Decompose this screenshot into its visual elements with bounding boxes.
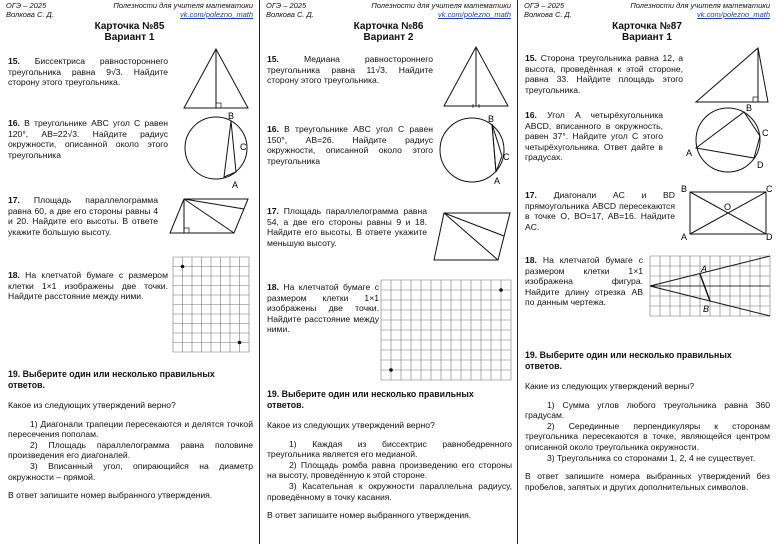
label-b: B [746, 103, 753, 113]
label-o: O [724, 202, 732, 212]
figure-segment [700, 274, 710, 301]
card-variant: Вариант 1 [104, 32, 155, 43]
statement-3: 3) Треугольника со сторонами 1, 2, 4 не существует. [547, 452, 756, 463]
label-b: B [681, 184, 688, 194]
label-a: A [232, 180, 239, 190]
vk-link[interactable]: vk.com/polezno_math [180, 9, 253, 19]
task-19 [525, 381, 770, 492]
label-d: D [757, 160, 764, 170]
task-number: 15. [525, 53, 537, 63]
task-number: 17. [267, 206, 279, 216]
label-b: B [488, 114, 495, 124]
task-19-question: Какое из следующих утверждений верно? [8, 400, 176, 410]
task-19-question: Какое из следующих утверждений верно? [267, 420, 435, 430]
task-text: Площадь параллелограмма равна 54, а две его стороны равны 9 и 18. Найдите его высоты. В ответе укажите меньшую высоту. [267, 206, 427, 248]
task-19 [8, 400, 253, 501]
card-header [524, 2, 770, 20]
exam-year: ОГЭ – 2025 [266, 1, 307, 10]
parallelogram-figure [168, 196, 256, 236]
grid-figure [379, 278, 513, 386]
card-header [266, 2, 511, 20]
card-variant: Вариант 1 [622, 32, 672, 43]
label-d: D [766, 232, 773, 242]
circumscribed-circle-figure [436, 110, 512, 192]
label-a: A [686, 148, 693, 158]
label-c: C [503, 152, 510, 162]
grid-figure [171, 255, 253, 355]
triangle-height-figure [692, 44, 772, 106]
statement-3: 3) Вписанный угол, опирающийся на диаметр окружности – прямой. [8, 460, 253, 482]
inscribed-quadrilateral-figure [678, 100, 774, 180]
task-text: На клетчатой бумаге с размером клетки 1×1 изображены две точки. Найдите расстояние между ними. [267, 282, 379, 335]
card-85 [0, 0, 259, 544]
grid-point [181, 265, 185, 269]
task-number: 16. [525, 110, 537, 120]
label-a: A [494, 176, 501, 186]
task-number: 18. [525, 255, 537, 265]
statement-3: 3) Касательная к окружности параллельна радиусу, проведённому в точку касания. [267, 480, 512, 502]
card-variant: Вариант 2 [363, 32, 414, 43]
task-19-heading: 19. Выберите один или несколько правильных ответов. [525, 350, 732, 371]
task-18 [525, 255, 643, 308]
task-15 [267, 54, 433, 86]
task-19-question: Какие из следующих утверждений верны? [525, 381, 695, 391]
task-text: На клетчатой бумаге с размером клетки 1×1 изображена фигура. Найдите длину отрезка AB по данным чертежа. [525, 255, 643, 308]
task-text: Площадь параллелограмма равна 60, а две его стороны равны 4 и 20. Найдите его высоты. В ответе укажите большую высоту. [8, 195, 158, 237]
label-c: C [766, 184, 773, 194]
task-text: В треугольнике ABC угол C равен 150°, AB=26. Найдите радиус окружности, описанной около этого треугольника [267, 124, 433, 166]
task-17 [8, 195, 158, 237]
task-19-heading: 19. Выберите один или несколько правильных ответов. [267, 389, 474, 410]
task-text: Биссектриса равностороннего треугольника равна 9√3. Найдите сторону этого треугольника. [8, 56, 168, 88]
task-16 [267, 124, 433, 166]
task-15 [525, 53, 683, 95]
author-name: Волкова С. Д. [266, 9, 314, 19]
label-b: B [703, 304, 710, 314]
grid-point [238, 341, 242, 345]
author-name: Волкова С. Д. [524, 9, 572, 19]
task-number: 17. [525, 190, 537, 200]
vk-link[interactable]: vk.com/polezno_math [438, 9, 511, 19]
label-a: A [701, 264, 708, 274]
answer-instruction: В ответ запишите номер выбранного утверждения. [8, 490, 213, 501]
tagline: Полезности для учителя математики [113, 1, 253, 10]
circumscribed-circle-figure [180, 110, 256, 190]
task-number: 15. [8, 56, 20, 66]
task-number: 16. [267, 124, 279, 134]
answer-instruction: В ответ запишите номера выбранных утверждений без пробелов, запятых и других дополнительных символов. [525, 471, 770, 492]
task-16 [8, 118, 168, 160]
rectangle-diagonals-figure [680, 184, 776, 242]
task-19 [267, 420, 512, 521]
card-86 [259, 0, 517, 544]
task-number: 17. [8, 195, 20, 205]
grid-segment-figure [648, 254, 774, 324]
task-text: Угол A четырёхугольника ABCD, вписанного в окружность, равен 37°. Найдите угол C этого четырёхугольника. Ответ дайте в градусах. [525, 110, 664, 163]
task-17 [525, 190, 675, 232]
label-c: C [762, 128, 769, 138]
card-title: Карточка №86 [353, 21, 424, 32]
task-number: 15. [267, 54, 279, 64]
statement-2: 2) Площадь ромба равна произведению его стороны на высоту, проведённую к этой стороне. [267, 459, 512, 481]
task-18 [267, 282, 379, 335]
grid-point [389, 368, 393, 372]
task-text: Сторона треугольника равна 12, а высота, проведённая к этой стороне, равна 33. Найдите площадь этого треугольника. [525, 53, 684, 95]
task-text: Медиана равностороннего треугольника равна 11√3. Найдите сторону этого треугольника. [267, 54, 433, 86]
exam-year: ОГЭ – 2025 [524, 1, 565, 10]
task-15 [8, 56, 168, 88]
statement-2: 2) Площадь параллелограмма равна половине произведения его диагоналей. [8, 439, 253, 461]
statement-1: 1) Каждая из биссектрис равнобедренного треугольника является его медианой. [267, 438, 512, 460]
card-87 [517, 0, 776, 544]
task-number: 16. [8, 118, 20, 128]
statement-2: 2) Серединные перпендикуляры к сторонам треугольника пересекаются в точке, являющейся центром описанной около треугольника окружности. [525, 420, 770, 452]
equilateral-triangle-figure [180, 46, 252, 112]
label-b: B [228, 111, 235, 121]
author-name: Волкова С. Д. [6, 9, 54, 19]
task-number: 18. [8, 270, 20, 280]
statement-1: 1) Диагонали трапеции пересекаются и делятся точкой пересечения пополам. [8, 418, 253, 440]
card-title: Карточка №85 [94, 21, 165, 32]
answer-instruction: В ответ запишите номер выбранного утверждения. [267, 510, 472, 521]
task-text: Диагонали AC и BD прямоугольника ABCD пересекаются в точке O, BO=17, AB=16. Найдите AC. [525, 190, 675, 232]
task-16 [525, 110, 663, 163]
tagline: Полезности для учителя математики [630, 1, 770, 10]
task-17 [267, 206, 427, 248]
task-number: 18. [267, 282, 279, 292]
label-a: A [681, 232, 688, 242]
card-header [6, 2, 253, 20]
parallelogram-figure [432, 210, 516, 264]
card-title: Карточка №87 [612, 21, 682, 32]
equilateral-triangle-figure [440, 44, 512, 110]
tagline: Полезности для учителя математики [371, 1, 511, 10]
exam-year: ОГЭ – 2025 [6, 1, 47, 10]
task-18 [8, 270, 168, 302]
statement-1: 1) Сумма углов любого треугольника равна 360 градусам. [525, 399, 770, 421]
grid-point [499, 288, 503, 292]
task-text: В треугольнике ABC угол C равен 120°, AB=22√3. Найдите радиус окружности, описанной около этого треугольника [8, 118, 168, 160]
label-c: C [240, 142, 247, 152]
task-text: На клетчатой бумаге с размером клетки 1×1 изображены две точки. Найдите расстояние между ними. [8, 270, 168, 302]
vk-link[interactable]: vk.com/polezno_math [697, 9, 770, 19]
task-19-heading: 19. Выберите один или несколько правильных ответов. [8, 369, 215, 390]
